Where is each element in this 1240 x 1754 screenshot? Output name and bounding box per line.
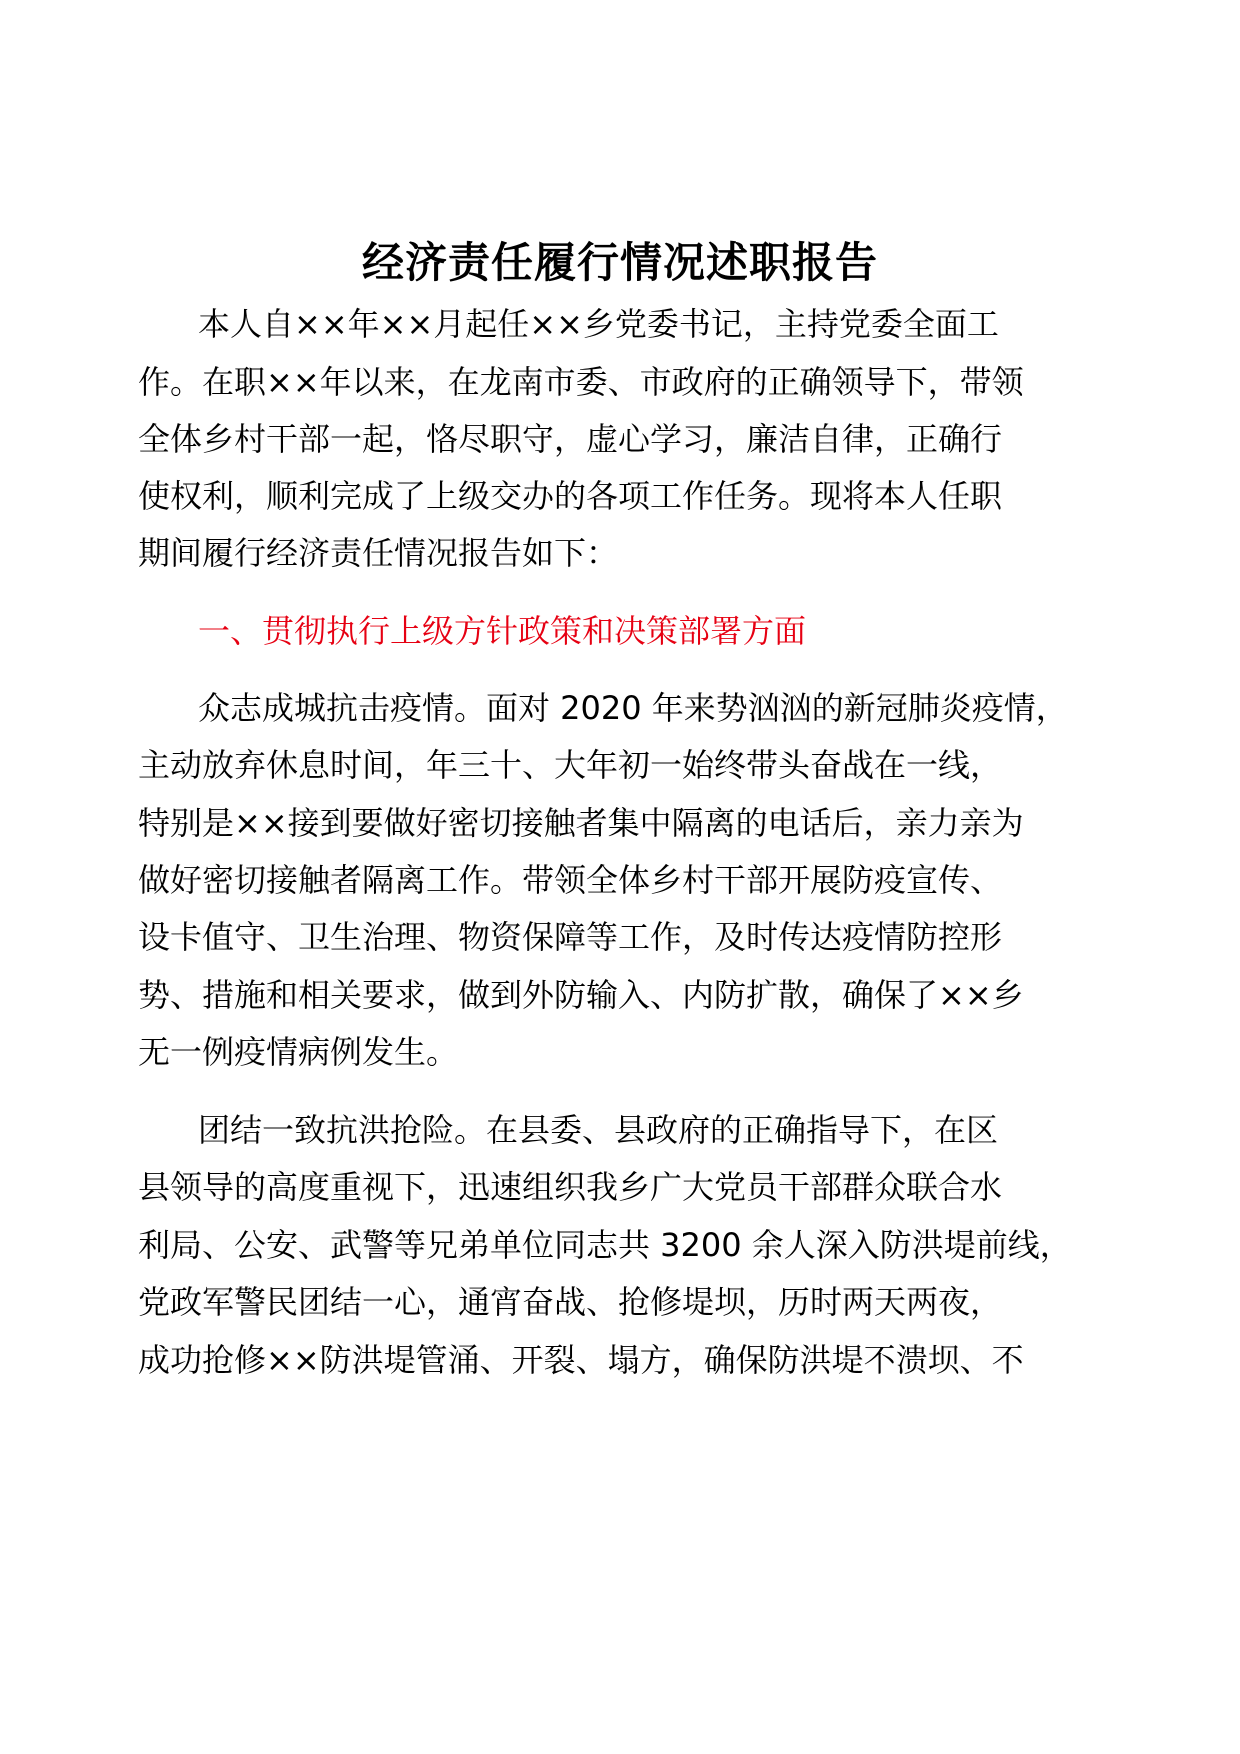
para1-line-3: 特别是××接到要做好密切接触者集中隔离的电话后，亲力亲为 xyxy=(138,804,1024,842)
para1-line-7: 无一例疫情病例发生。 xyxy=(138,1033,459,1071)
para2-line-4: 党政军警民团结一心，通宵奋战、抢修堤坝，历时两天两夜， xyxy=(138,1283,1003,1321)
para1-line-1: 众志成城抗击疫情。面对 2020 年来势汹汹的新冠肺炎疫情， xyxy=(198,689,1068,727)
intro-line-3: 全体乡村干部一起，恪尽职守，虚心学习，廉洁自律，正确行 xyxy=(138,420,1003,458)
intro-line-1: 本人自××年××月起任××乡党委书记，主持党委全面工 xyxy=(198,305,999,343)
para2-line-3: 利局、公安、武警等兄弟单位同志共 3200 余人深入防洪堤前线， xyxy=(138,1226,1072,1264)
para2-line-1: 团结一致抗洪抢险。在县委、县政府的正确指导下，在区 xyxy=(198,1111,999,1149)
para1-line-4: 做好密切接触者隔离工作。带领全体乡村干部开展防疫宣传、 xyxy=(138,861,1003,899)
intro-line-5: 期间履行经济责任情况报告如下： xyxy=(138,534,619,572)
intro-line-4: 使权利，顺利完成了上级交办的各项工作任务。现将本人任职 xyxy=(138,477,1003,515)
para1-line-2: 主动放弃休息时间，年三十、大年初一始终带头奋战在一线， xyxy=(138,746,1003,784)
intro-line-2: 作。在职××年以来，在龙南市委、市政府的正确领导下，带领 xyxy=(138,363,1024,401)
section-heading-1: 一、贯彻执行上级方针政策和决策部署方面 xyxy=(198,612,807,650)
para2-line-5: 成功抢修××防洪堤管涌、开裂、塌方，确保防洪堤不溃坝、不 xyxy=(138,1341,1024,1379)
para1-line-5: 设卡值守、卫生治理、物资保障等工作，及时传达疫情防控形 xyxy=(138,918,1003,956)
para1-line-6: 势、措施和相关要求，做到外防输入、内防扩散，确保了××乡 xyxy=(138,976,1024,1014)
document-title: 经济责任履行情况述职报告 xyxy=(361,238,878,287)
para2-line-2: 县领导的高度重视下，迅速组织我乡广大党员干部群众联合水 xyxy=(138,1168,1003,1206)
